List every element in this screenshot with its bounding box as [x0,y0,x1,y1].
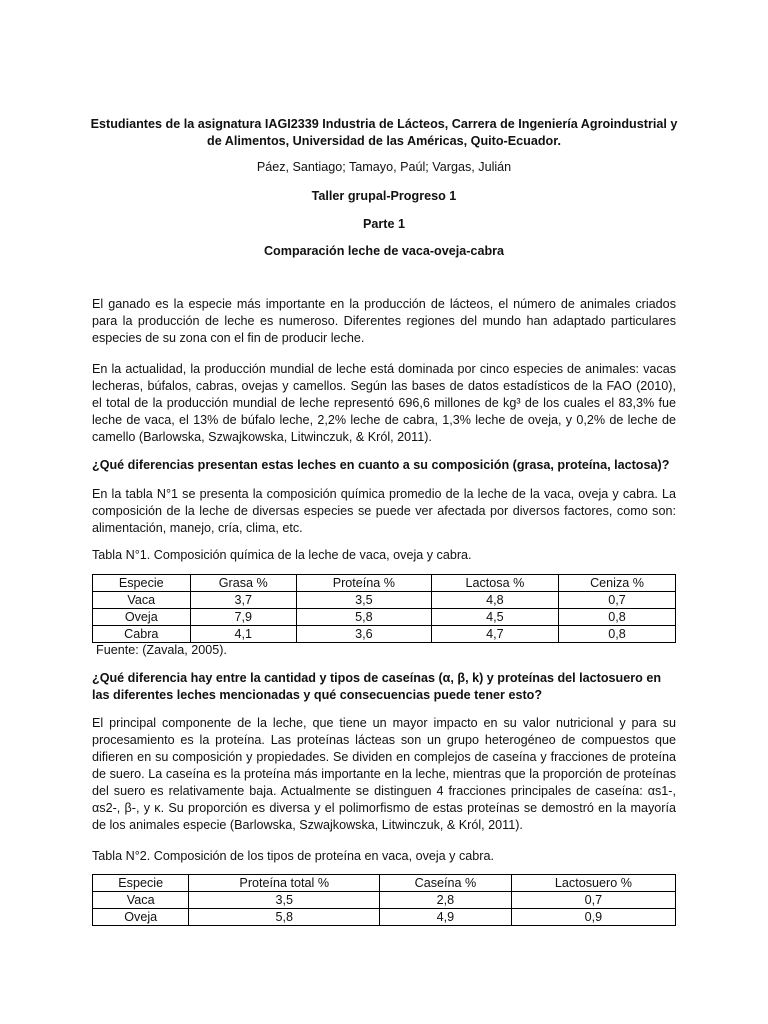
table-cell: 7,9 [190,609,296,626]
question-composition: ¿Qué diferencias presentan estas leches en cuanto a su composición (grasa, proteína, lactosa)? [92,458,670,472]
table-cell: 0,8 [559,609,676,626]
header-cell: Proteína total % [189,875,380,892]
authors: Páez, Santiago; Tamayo, Paúl; Vargas, Julián [256,160,512,174]
table-cell: Oveja [93,609,191,626]
table-cell: 0,9 [511,909,675,926]
table-cell: Oveja [93,909,189,926]
table-cell: 4,7 [431,626,558,643]
table-cell: 3,5 [189,892,380,909]
table1-caption: Tabla N°1. Composición química de la leche de vaca, oveja y cabra. [92,548,472,562]
table-cell: 5,8 [189,909,380,926]
table-cell: Vaca [93,892,189,909]
table-cell: 2,8 [380,892,512,909]
header-cell: Grasa % [190,575,296,592]
table-cell: 4,1 [190,626,296,643]
table-row [93,626,676,643]
question-caseins: ¿Qué diferencia hay entre la cantidad y tipos de caseínas (α, β, k) y proteínas del lactosuero en las diferentes leches mencionadas y qué consecuencias puede tener esto? [92,671,662,702]
table-row [93,609,676,626]
header-cell: Especie [93,875,189,892]
table-cell: Vaca [93,592,191,609]
table-header-row [93,575,676,592]
table-cell: 3,7 [190,592,296,609]
table-cell: 5,8 [296,609,431,626]
table-cell: 4,8 [431,592,558,609]
table-cell: 4,9 [380,909,512,926]
paragraph-production: En la actualidad, la producción mundial de leche está dominada por cinco especies de animales: vacas lecheras, búfalos, cabras, ovejas y camellos. Según las bases de datos estadísticos de la FAO (2010), el total de la producción mundial de leche representó 696,6 millones de kg³ de los cuales el 83,3% fue leche de vaca, el 13% de búfalo leche, 2,2% leche de cabra, 1,3% leche de oveja, y 0,2% de leche de camello (Barlowska, Szwajkowska, Litwinczuk, & Król, 2011). [92,362,676,444]
affiliation-line-1: Estudiantes de la asignatura IAGI2339 Industria de Lácteos, Carrera de Ingeniería Agroindustrial y [90,117,678,131]
header-cell: Caseína % [380,875,512,892]
header-cell: Lactosuero % [511,875,675,892]
header-cell: Proteína % [296,575,431,592]
table-row [93,892,676,909]
paragraph-intro: El ganado es la especie más importante en la producción de lácteos, el número de animales criados para la producción de leche es numeroso. Diferentes regiones del mundo han adaptado particulares especies de su zona con el fin de producir leche. [92,297,676,345]
table-cell: 3,5 [296,592,431,609]
table-cell: 4,5 [431,609,558,626]
paragraph-table1-intro: En la tabla N°1 se presenta la composición química promedio de la leche de la vaca, oveja y cabra. La composición de la leche de diversas especies se puede ver afectada por diversos factores, como son: alimentación, manejo, cría, clima, etc. [92,487,676,535]
header-cell: Ceniza % [559,575,676,592]
table-composition [92,574,676,643]
section-title: Comparación leche de vaca-oveja-cabra [263,244,505,258]
table-cell: 3,6 [296,626,431,643]
table-cell: 0,8 [559,626,676,643]
affiliation-line-2: de Alimentos, Universidad de las Américas, Quito-Ecuador. [207,134,561,148]
table2-caption: Tabla N°2. Composición de los tipos de proteína en vaca, oveja y cabra. [92,849,494,863]
table-cell: Cabra [93,626,191,643]
header-cell: Especie [93,575,191,592]
table-row [93,909,676,926]
table-cell: 0,7 [511,892,675,909]
table-protein-types [92,874,676,926]
table-cell: 0,7 [559,592,676,609]
table-header-row [93,875,676,892]
workshop-title: Taller grupal-Progreso 1 [311,189,457,203]
paragraph-proteins: El principal componente de la leche, que tiene un mayor impacto en su valor nutricional y para su procesamiento es la proteína. Las proteínas lácteas son un grupo heterogéneo de compuestos que difieren en su composición y propiedades. Se dividen en complejos de caseína y fracciones de proteína de suero. La caseína es la proteína más importante en la leche, mientras que la proporción de proteínas del suero es relativamente baja. Actualmente se distinguen 4 fracciones principales de caseína: αs1-, αs2-, β-, y κ. Su proporción es diversa y el polimorfismo de estas proteínas se demostró en la mayoría de los animales especie (Barlowska, Szwajkowska, Litwinczuk, & Król, 2011). [92,716,676,832]
header-cell: Lactosa % [431,575,558,592]
table1-source: Fuente: (Zavala, 2005). [96,643,227,657]
part-label: Parte 1 [362,217,405,231]
table-row [93,592,676,609]
